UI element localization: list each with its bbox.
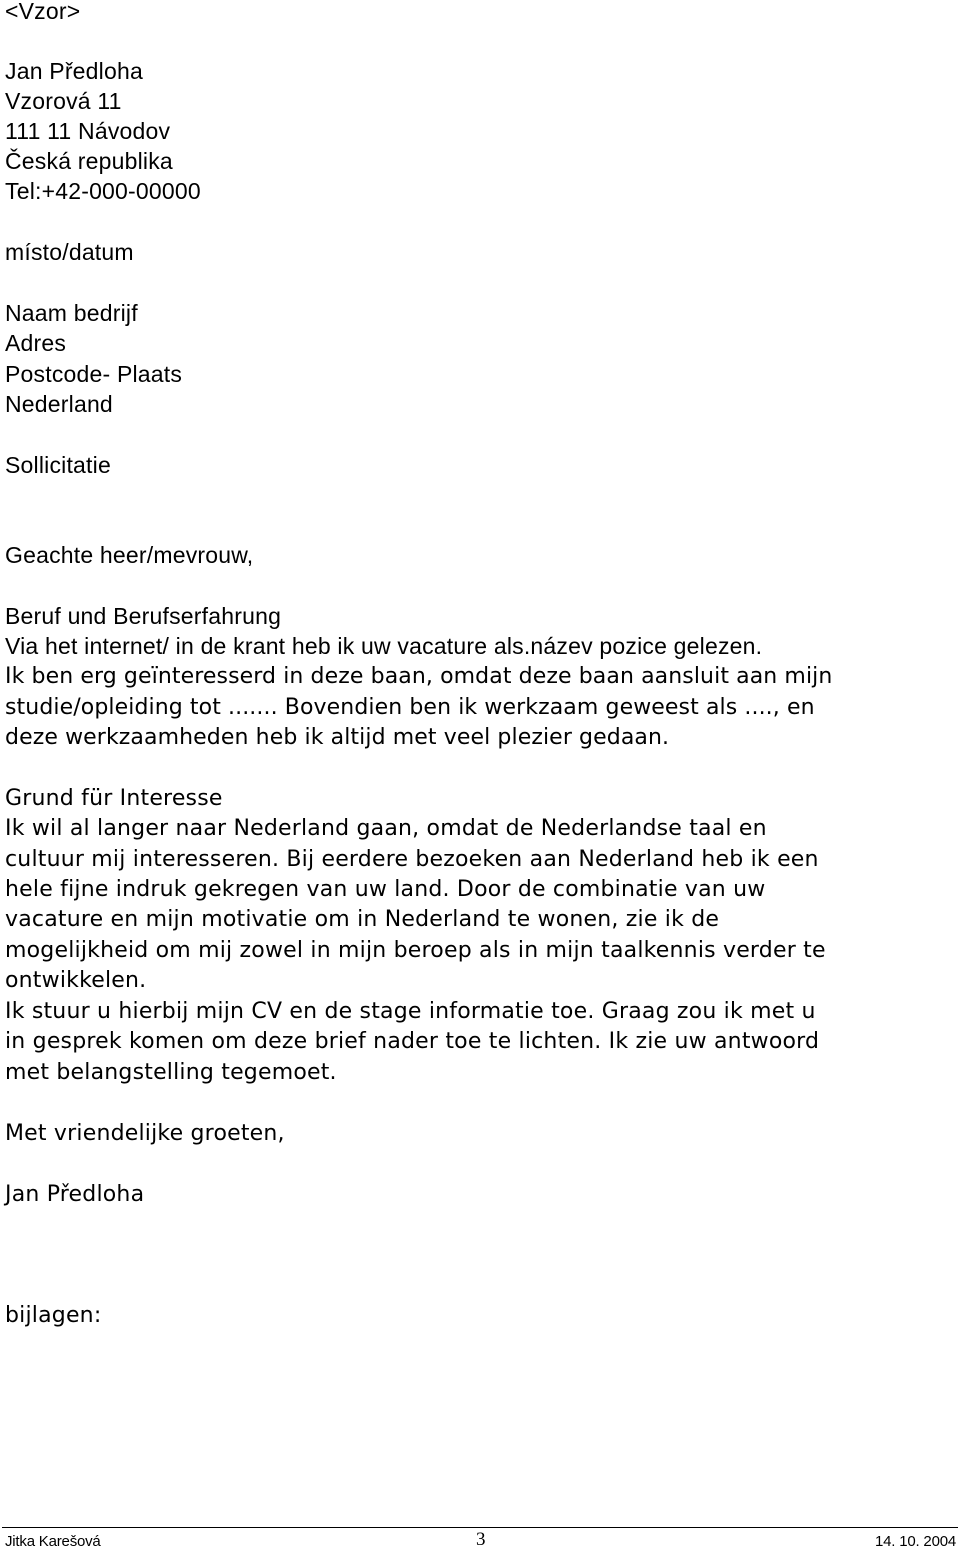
section2-line: Ik stuur u hierbij mijn CV en de stage informatie toe. Graag zou ik met u xyxy=(5,999,816,1024)
attachments-label: bijlagen: xyxy=(5,1303,102,1328)
section1-heading: Beruf und Berufserfahrung xyxy=(5,603,282,629)
recipient-country: Nederland xyxy=(5,391,113,417)
section1-line: Ik ben erg geïnteresserd in deze baan, omdat deze baan aansluit aan mijn xyxy=(5,664,833,689)
section2-line: ontwikkelen. xyxy=(5,968,147,993)
section1-line: studie/opleiding tot ....... Bovendien ben ik werkzaam geweest als ...., en xyxy=(5,695,815,720)
closing: Met vriendelijke groeten, xyxy=(5,1121,285,1146)
recipient-address: Adres xyxy=(5,330,67,356)
subject: Sollicitatie xyxy=(5,452,111,478)
section2-line: mogelijkheid om mij zowel in mijn beroep als in mijn taalkennis verder te xyxy=(5,938,826,963)
section2-line: vacature en mijn motivatie om in Nederland te wonen, zie ik de xyxy=(5,907,720,932)
section2-line: hele fijne indruk gekregen van uw land. Door de combinatie van uw xyxy=(5,877,766,902)
template-tag: <Vzor> xyxy=(5,0,81,24)
salutation: Geachte heer/mevrouw, xyxy=(5,542,254,568)
footer-author: Jitka Karešová xyxy=(5,1533,101,1550)
footer-divider xyxy=(2,1527,958,1528)
section2-line: cultuur mij interesseren. Bij eerdere bezoeken aan Nederland heb ik een xyxy=(5,847,819,872)
section2-line: met belangstelling tegemoet. xyxy=(5,1060,337,1085)
section2-line: in gesprek komen om deze brief nader toe te lichten. Ik zie uw antwoord xyxy=(5,1029,820,1054)
recipient-postcode: Postcode- Plaats xyxy=(5,361,183,387)
signature-name: Jan Předloha xyxy=(5,1182,145,1207)
section1-line: Via het internet/ in de krant heb ik uw vacature als.název pozice gelezen. xyxy=(5,633,763,659)
sender-name: Jan Předloha xyxy=(5,58,143,84)
sender-street: Vzorová 11 xyxy=(5,88,122,114)
section2-heading: Grund für Interesse xyxy=(5,786,223,811)
place-date: místo/datum xyxy=(5,239,134,265)
sender-city: 111 11 Návodov xyxy=(5,118,171,144)
section1-line: deze werkzaamheden heb ik altijd met veel plezier gedaan. xyxy=(5,725,670,750)
section2-line: Ik wil al langer naar Nederland gaan, omdat de Nederlandse taal en xyxy=(5,816,767,841)
sender-phone: Tel:+42-000-00000 xyxy=(5,178,201,204)
page-number: 3 xyxy=(476,1529,486,1550)
footer-date: 14. 10. 2004 xyxy=(874,1533,956,1550)
recipient-company: Naam bedrijf xyxy=(5,300,138,326)
sender-country: Česká republika xyxy=(5,148,173,174)
